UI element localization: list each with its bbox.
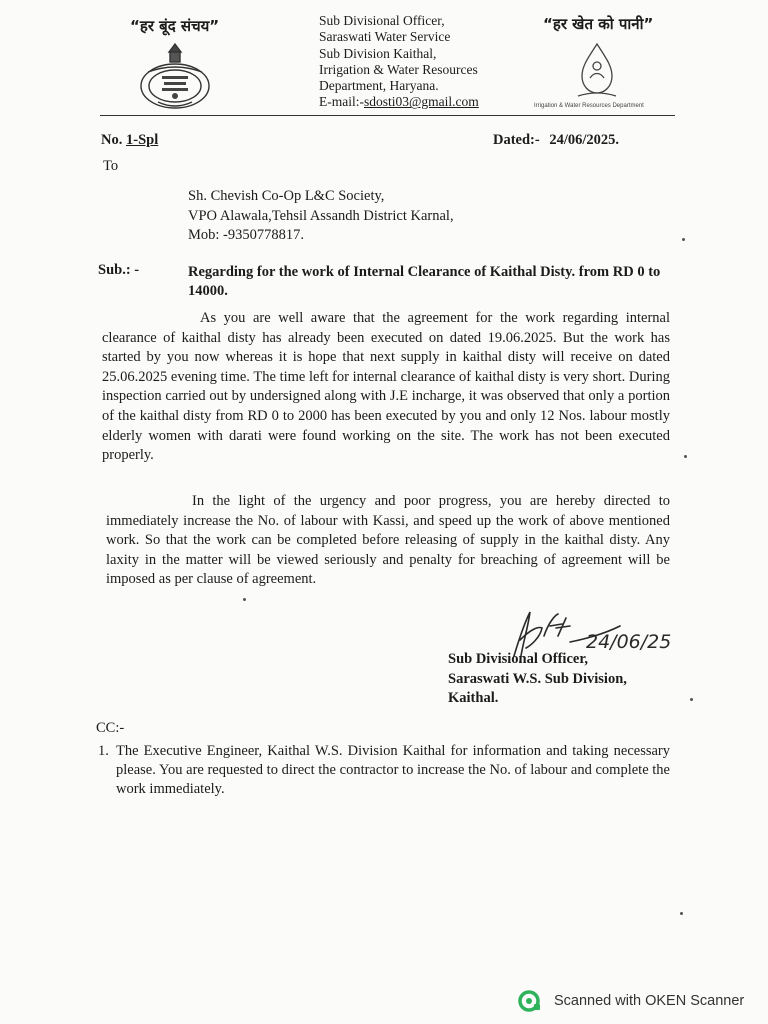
cc-item-number: 1. <box>98 743 109 759</box>
slogan-left: “हर बूंद संचय” <box>130 17 220 35</box>
signature-block <box>448 650 627 709</box>
body-paragraph-2-text: In the light of the urgency and poor progress, you are hereby directed to immediately increase the No. of labour with Kassi, and speed up the work of above mentioned work. So that the work can be completed before releasing of supply in the kaithal disty. Any laxity in the matter will be viewed seriously and penalty for breaching of agreement will be imposed as per clause of agreement. <box>106 493 670 588</box>
subject-label: Sub.: - <box>98 262 140 278</box>
cc-item-text: The Executive Engineer, Kaithal W.S. Division Kaithal for information and taking necessary please. You are requested to direct the contractor to increase the No. of labour and complete the work immediately. <box>116 743 670 797</box>
reference-date-label: Dated:- <box>493 132 540 148</box>
signature-date: 24/06/25 <box>586 631 672 653</box>
cc-item <box>98 742 670 799</box>
office-line: Saraswati Water Service <box>319 29 451 45</box>
addressee-line: Sh. Chevish Co-Op L&C Society, <box>188 188 385 204</box>
scan-speck <box>682 238 685 241</box>
email-label: E-mail:- <box>319 94 364 110</box>
office-address <box>319 13 539 111</box>
addressee-line: Mob: -9350778817. <box>188 227 304 243</box>
slogan-right: “हर खेत को पानी” <box>543 15 654 33</box>
reference-date <box>493 132 619 149</box>
addressee-line: VPO Alawala,Tehsil Assandh District Karnal, <box>188 207 454 224</box>
scan-speck <box>684 455 687 458</box>
right-logo-caption: Irrigation & Water Resources Department <box>534 103 644 109</box>
scan-speck <box>680 912 683 915</box>
reference-date-value: 24/06/2025. <box>549 132 620 148</box>
signature-line: Sub Divisional Officer, <box>448 651 589 667</box>
email-line <box>319 94 539 110</box>
reference-number-value: 1-Spl <box>125 132 159 148</box>
office-line: Irrigation & Water Resources <box>319 61 478 77</box>
subject-text: Regarding for the work of Internal Clearance of Kaithal Disty. from RD 0 to 14000. <box>188 264 661 299</box>
signature-line: Saraswati W.S. Sub Division, <box>448 670 627 687</box>
office-line: Department, Haryana. <box>319 78 439 94</box>
body-paragraph-1 <box>102 309 670 466</box>
scanner-watermark <box>518 990 744 1012</box>
reference-number <box>101 132 158 149</box>
water-drop-logo <box>572 40 622 100</box>
scan-speck <box>690 698 693 701</box>
addressee-block <box>188 187 454 246</box>
to-label: To <box>103 158 119 174</box>
signature-line: Kaithal. <box>448 690 499 706</box>
scan-speck <box>243 598 246 601</box>
email-link[interactable]: sdosti03@gmail.com <box>363 94 479 110</box>
office-line: Sub Division Kaithal, <box>319 45 437 61</box>
cc-label: CC:- <box>96 720 125 736</box>
office-line: Sub Divisional Officer, <box>319 13 445 28</box>
body-paragraph-2 <box>106 492 670 590</box>
oken-scanner-icon <box>518 990 542 1012</box>
reference-number-label: No. <box>101 132 123 148</box>
scanner-text: Scanned with OKEN Scanner <box>554 993 745 1009</box>
body-paragraph-1-text: As you are well aware that the agreement for the work regarding internal clearance of kaithal disty has already been executed on dated 19.06.2025. But the work has started by you now whereas it is hope that next supply in kaithal disty will receive on dated 25.06.2025 evening time. The time left for internal clearance of kaithal disty is very short. During inspection carried out by undersigned along with J.E incharge, it was observed that only a portion of the kaithal disty from RD 0 to 2000 has been executed by you and only 12 Nos. labour mostly elderly women with darati were found working on the site. The work has not been executed properly. <box>102 310 670 464</box>
haryana-emblem-logo <box>128 40 223 112</box>
header-divider <box>100 115 675 116</box>
